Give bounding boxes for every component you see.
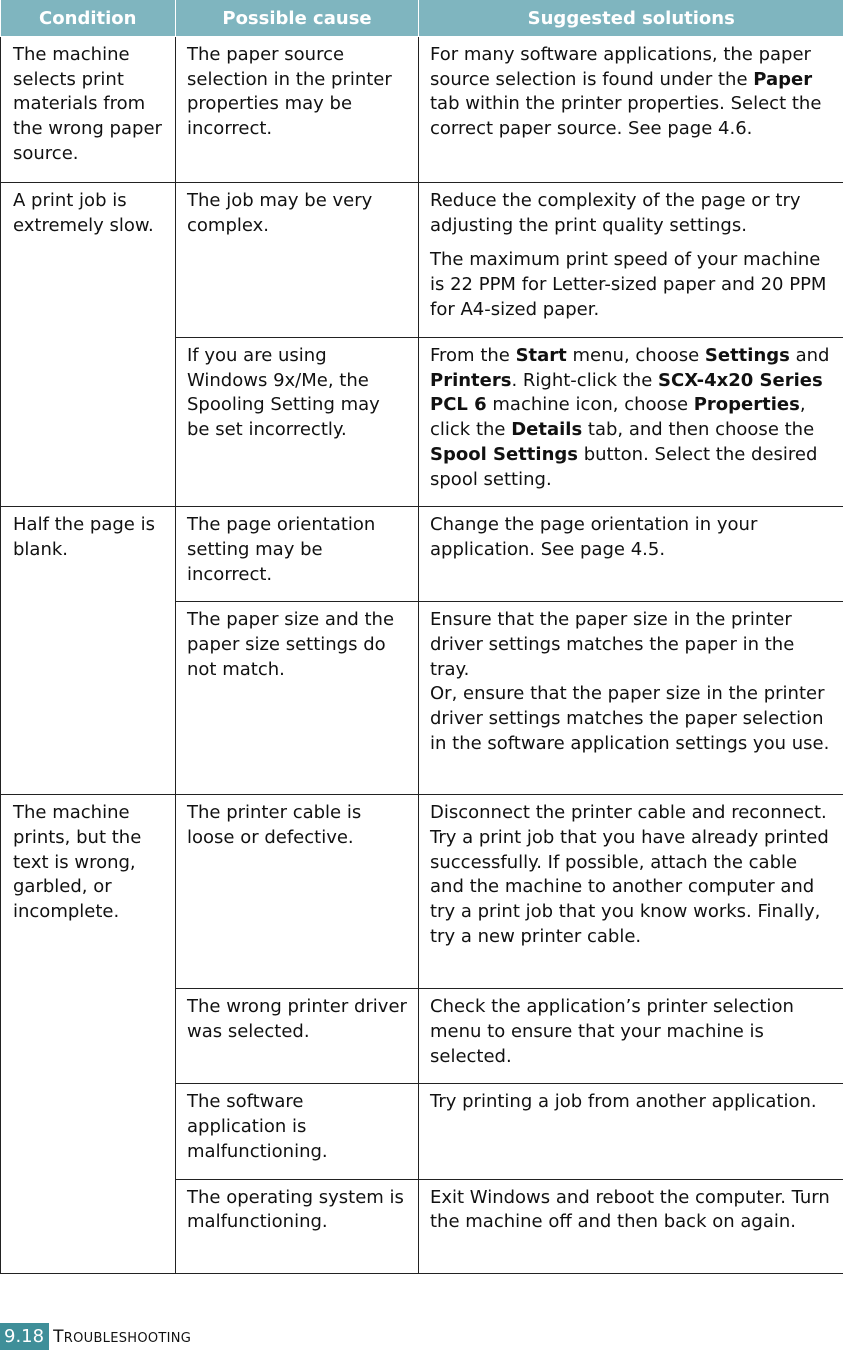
solution-paragraph: The maximum print speed of your machine is 22 PPM for Letter-sized paper and 20 PPM for A4-sized paper. [430,249,827,320]
solution-cell: Disconnect the printer cable and reconnect. Try a print job that you have already printed successfully. If possible, attach the cable and the machine to another computer and try a print job that you know works. Finally, try a new printer cable. [419,795,843,989]
solution-bold-text: Start [515,345,567,366]
solution-bold-text: Printers [430,369,512,391]
solution-bold-text: SCX-4x20 Series PCL 6 [430,369,823,416]
cause-cell: The page orientation setting may be incorrect. [176,507,419,602]
solution-cell [419,183,843,338]
cause-cell: The wrong printer driver was selected. [176,989,419,1084]
solution-cell: Try printing a job from another application. [419,1084,843,1179]
page-footer [0,1323,191,1350]
solution-text: , click the [430,394,806,441]
solution-bold-text: Properties [693,394,800,416]
cause-cell: If you are using Windows 9x/Me, the Spooling Setting may be set incorrectly. [176,338,419,507]
solution-text: tab, and then choose the [582,419,815,441]
solution-text: menu, choose [566,345,705,366]
cause-cell: The paper source selection in the printer properties may be incorrect. [176,37,419,183]
solution-cell [419,37,843,183]
condition-cell: The machine prints, but the text is wrong, garbled, or incomplete. [1,795,176,1273]
table-row [1,507,843,602]
solution-text: . Right-click the [511,369,659,391]
solution-text: machine icon, choose [486,394,694,416]
cause-cell: The paper size and the paper size settings do not match. [176,602,419,795]
solution-cell [419,602,843,795]
solution-line: Or, ensure that the paper size in the printer driver settings matches the paper selection in the software application settings you use. [430,683,830,754]
solution-cell: Check the application’s printer selection menu to ensure that your machine is selected. [419,989,843,1084]
table-row [1,37,843,183]
header-condition: Condition [1,0,176,37]
header-possible-cause: Possible cause [176,0,419,37]
solution-bold-text: Paper [753,68,813,90]
solution-text: tab within the printer properties. Select the correct paper source. See page 4.6. [430,93,822,140]
solution-line: Ensure that the paper size in the printer driver settings matches the paper in the tray. [430,609,795,680]
condition-cell: Half the page is blank. [1,507,176,795]
solution-text: From the [430,345,516,366]
solution-cell: Change the page orientation in your application. See page 4.5. [419,507,843,602]
header-suggested-solutions: Suggested solutions [419,0,843,37]
solution-paragraph: Reduce the complexity of the page or try adjusting the print quality settings. [430,190,801,236]
page-number: 9.18 [0,1323,49,1350]
solution-text: button. Select the desired spool setting. [430,443,818,490]
solution-bold-text: Details [511,419,583,441]
table-header-row [1,0,843,37]
solution-text: For many software applications, the paper source selection is found under the [430,44,811,90]
section-title-initial: T [53,1326,64,1347]
solution-text: and [789,345,830,366]
solution-cell [419,338,843,507]
cause-cell: The job may be very complex. [176,183,419,338]
table-row [1,183,843,338]
cause-cell: The software application is malfunctioning. [176,1084,419,1179]
solution-bold-text: Settings [704,345,790,366]
condition-cell: The machine selects print materials from the wrong paper source. [1,37,176,183]
table-row [1,795,843,989]
section-title [49,1327,191,1347]
section-title-rest: ROUBLESHOOTING [63,1330,192,1346]
cause-cell: The operating system is malfunctioning. [176,1179,419,1273]
condition-cell: A print job is extremely slow. [1,183,176,507]
solution-bold-text: Spool Settings [430,443,578,465]
cause-cell: The printer cable is loose or defective. [176,795,419,989]
solution-cell: Exit Windows and reboot the computer. Turn the machine off and then back on again. [419,1179,843,1273]
